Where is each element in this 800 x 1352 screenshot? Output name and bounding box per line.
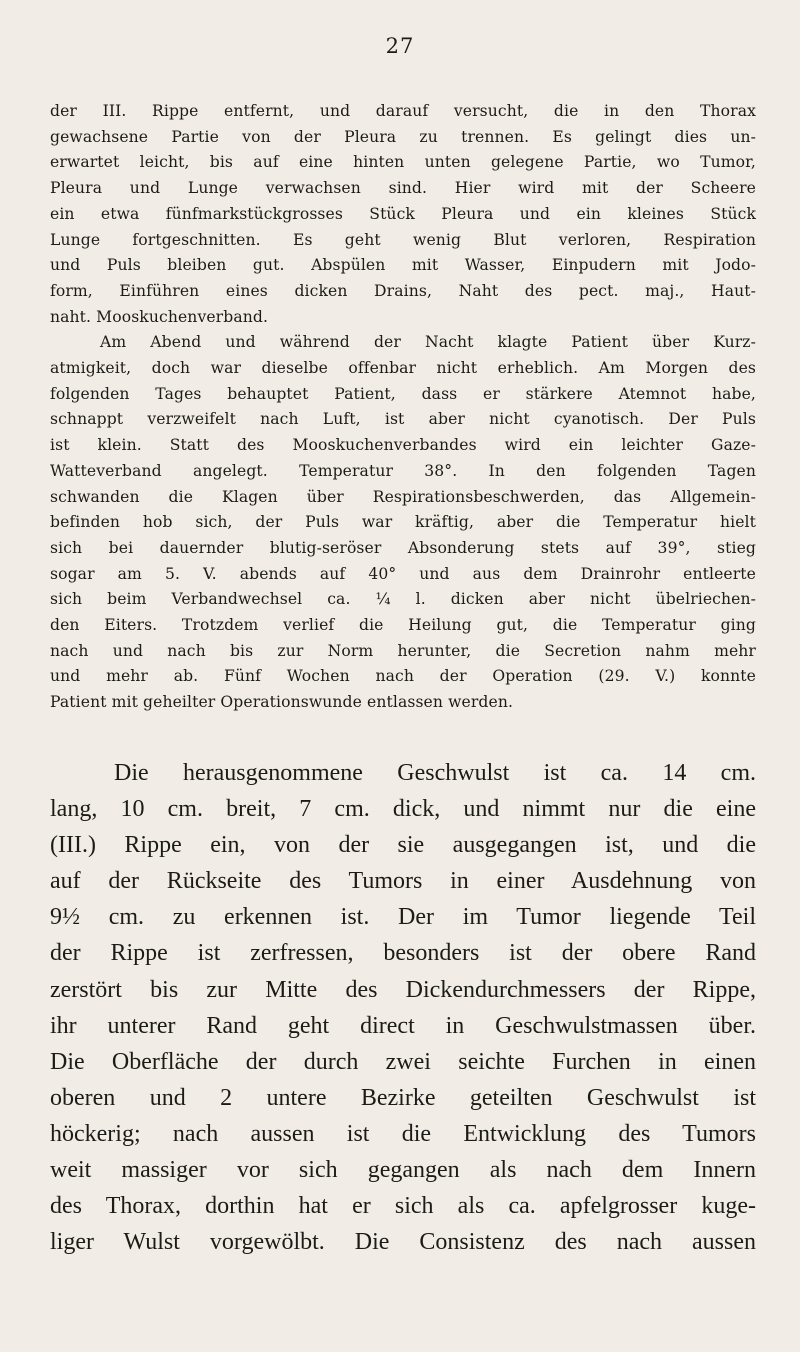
text-line: schnappt verzweifelt nach Luft, ist aber nicht cyanotisch. Der Puls xyxy=(50,410,756,429)
text-line: nach und nach bis zur Norm herunter, die Secretion nahm mehr xyxy=(50,641,756,660)
text-line: auf der Rückseite des Tumors in einer Ausdehnung von xyxy=(50,868,756,895)
text-line: befinden hob sich, der Puls war kräftig, aber die Temperatur hielt xyxy=(50,513,756,532)
text-line: und Puls bleiben gut. Abspülen mit Wasser, Einpudern mit Jodo- xyxy=(50,256,756,275)
text-line: oberen und 2 untere Bezirke geteilten Geschwulst ist xyxy=(50,1084,756,1111)
text-line: 9½ cm. zu erkennen ist. Der im Tumor liegende Teil xyxy=(50,904,756,931)
text-line: der III. Rippe entfernt, und darauf versucht, die in den Thorax xyxy=(50,102,756,120)
text-line: der Rippe ist zerfressen, besonders ist der obere Rand xyxy=(50,940,756,967)
text-line: ist klein. Statt des Mooskuchenverbandes wird ein leichter Gaze- xyxy=(50,436,756,455)
text-line: Lunge fortgeschnitten. Es geht wenig Blut verloren, Respiration xyxy=(50,230,756,249)
body-paragraph-tumor-description xyxy=(50,755,756,1260)
text-line: (III.) Rippe ein, von der sie ausgegangen ist, und die xyxy=(50,832,756,859)
text-line: den Eiters. Trotzdem verlief die Heilung gut, die Temperatur ging xyxy=(50,616,756,635)
body-paragraph-surgery-report xyxy=(50,99,756,716)
page-number: 27 xyxy=(385,34,415,58)
text-line: sogar am 5. V. abends auf 40° und aus dem Drainrohr entleerte xyxy=(50,564,756,583)
text-line: ihr unterer Rand geht direct in Geschwulstmassen über. xyxy=(50,1012,756,1039)
text-line: Watteverband angelegt. Temperatur 38°. In den folgenden Tagen xyxy=(50,461,756,480)
text-line: liger Wulst vorgewölbt. Die Consistenz des nach aussen xyxy=(50,1229,756,1256)
text-line: des Thorax, dorthin hat er sich als ca. apfelgrosser kuge- xyxy=(50,1193,756,1220)
text-line: schwanden die Klagen über Respirationsbeschwerden, das Allgemein- xyxy=(50,487,756,506)
text-line: ein etwa fünfmarkstückgrosses Stück Pleura und ein kleines Stück xyxy=(50,204,756,223)
text-line: form, Einführen eines dicken Drains, Naht des pect. maj., Haut- xyxy=(50,281,756,300)
text-line: zerstört bis zur Mitte des Dickendurchmessers der Rippe, xyxy=(50,976,756,1003)
text-line: und mehr ab. Fünf Wochen nach der Operation (29. V.) konnte xyxy=(50,667,756,686)
text-line: lang, 10 cm. breit, 7 cm. dick, und nimmt nur die eine xyxy=(50,796,756,823)
text-line: Patient mit geheilter Operationswunde entlassen werden. xyxy=(50,693,514,712)
text-line: sich bei dauernder blutig-seröser Absonderung stets auf 39°, stieg xyxy=(50,538,756,557)
text-line: höckerig; nach aussen ist die Entwicklung des Tumors xyxy=(50,1120,756,1147)
text-line: erwartet leicht, bis auf eine hinten unten gelegene Partie, wo Tumor, xyxy=(50,153,756,172)
text-line: weit massiger vor sich gegangen als nach dem Innern xyxy=(50,1157,756,1184)
text-line: Pleura und Lunge verwachsen sind. Hier wird mit der Scheere xyxy=(50,179,756,198)
text-line: atmigkeit, doch war dieselbe offenbar nicht erheblich. Am Morgen des xyxy=(50,359,756,378)
text-line: folgenden Tages behauptet Patient, dass er stärkere Atemnot habe, xyxy=(50,384,756,403)
text-line: Am Abend und während der Nacht klagte Patient über Kurz- xyxy=(100,333,756,352)
text-line: gewachsene Partie von der Pleura zu trennen. Es gelingt dies un- xyxy=(50,127,756,146)
text-line: Die herausgenommene Geschwulst ist ca. 14 cm. xyxy=(114,760,756,786)
text-line: sich beim Verbandwechsel ca. ¼ l. dicken aber nicht übelriechen- xyxy=(50,590,756,609)
text-line: Die Oberfläche der durch zwei seichte Furchen in einen xyxy=(50,1048,756,1075)
text-line: naht. Mooskuchenverband. xyxy=(50,307,269,326)
